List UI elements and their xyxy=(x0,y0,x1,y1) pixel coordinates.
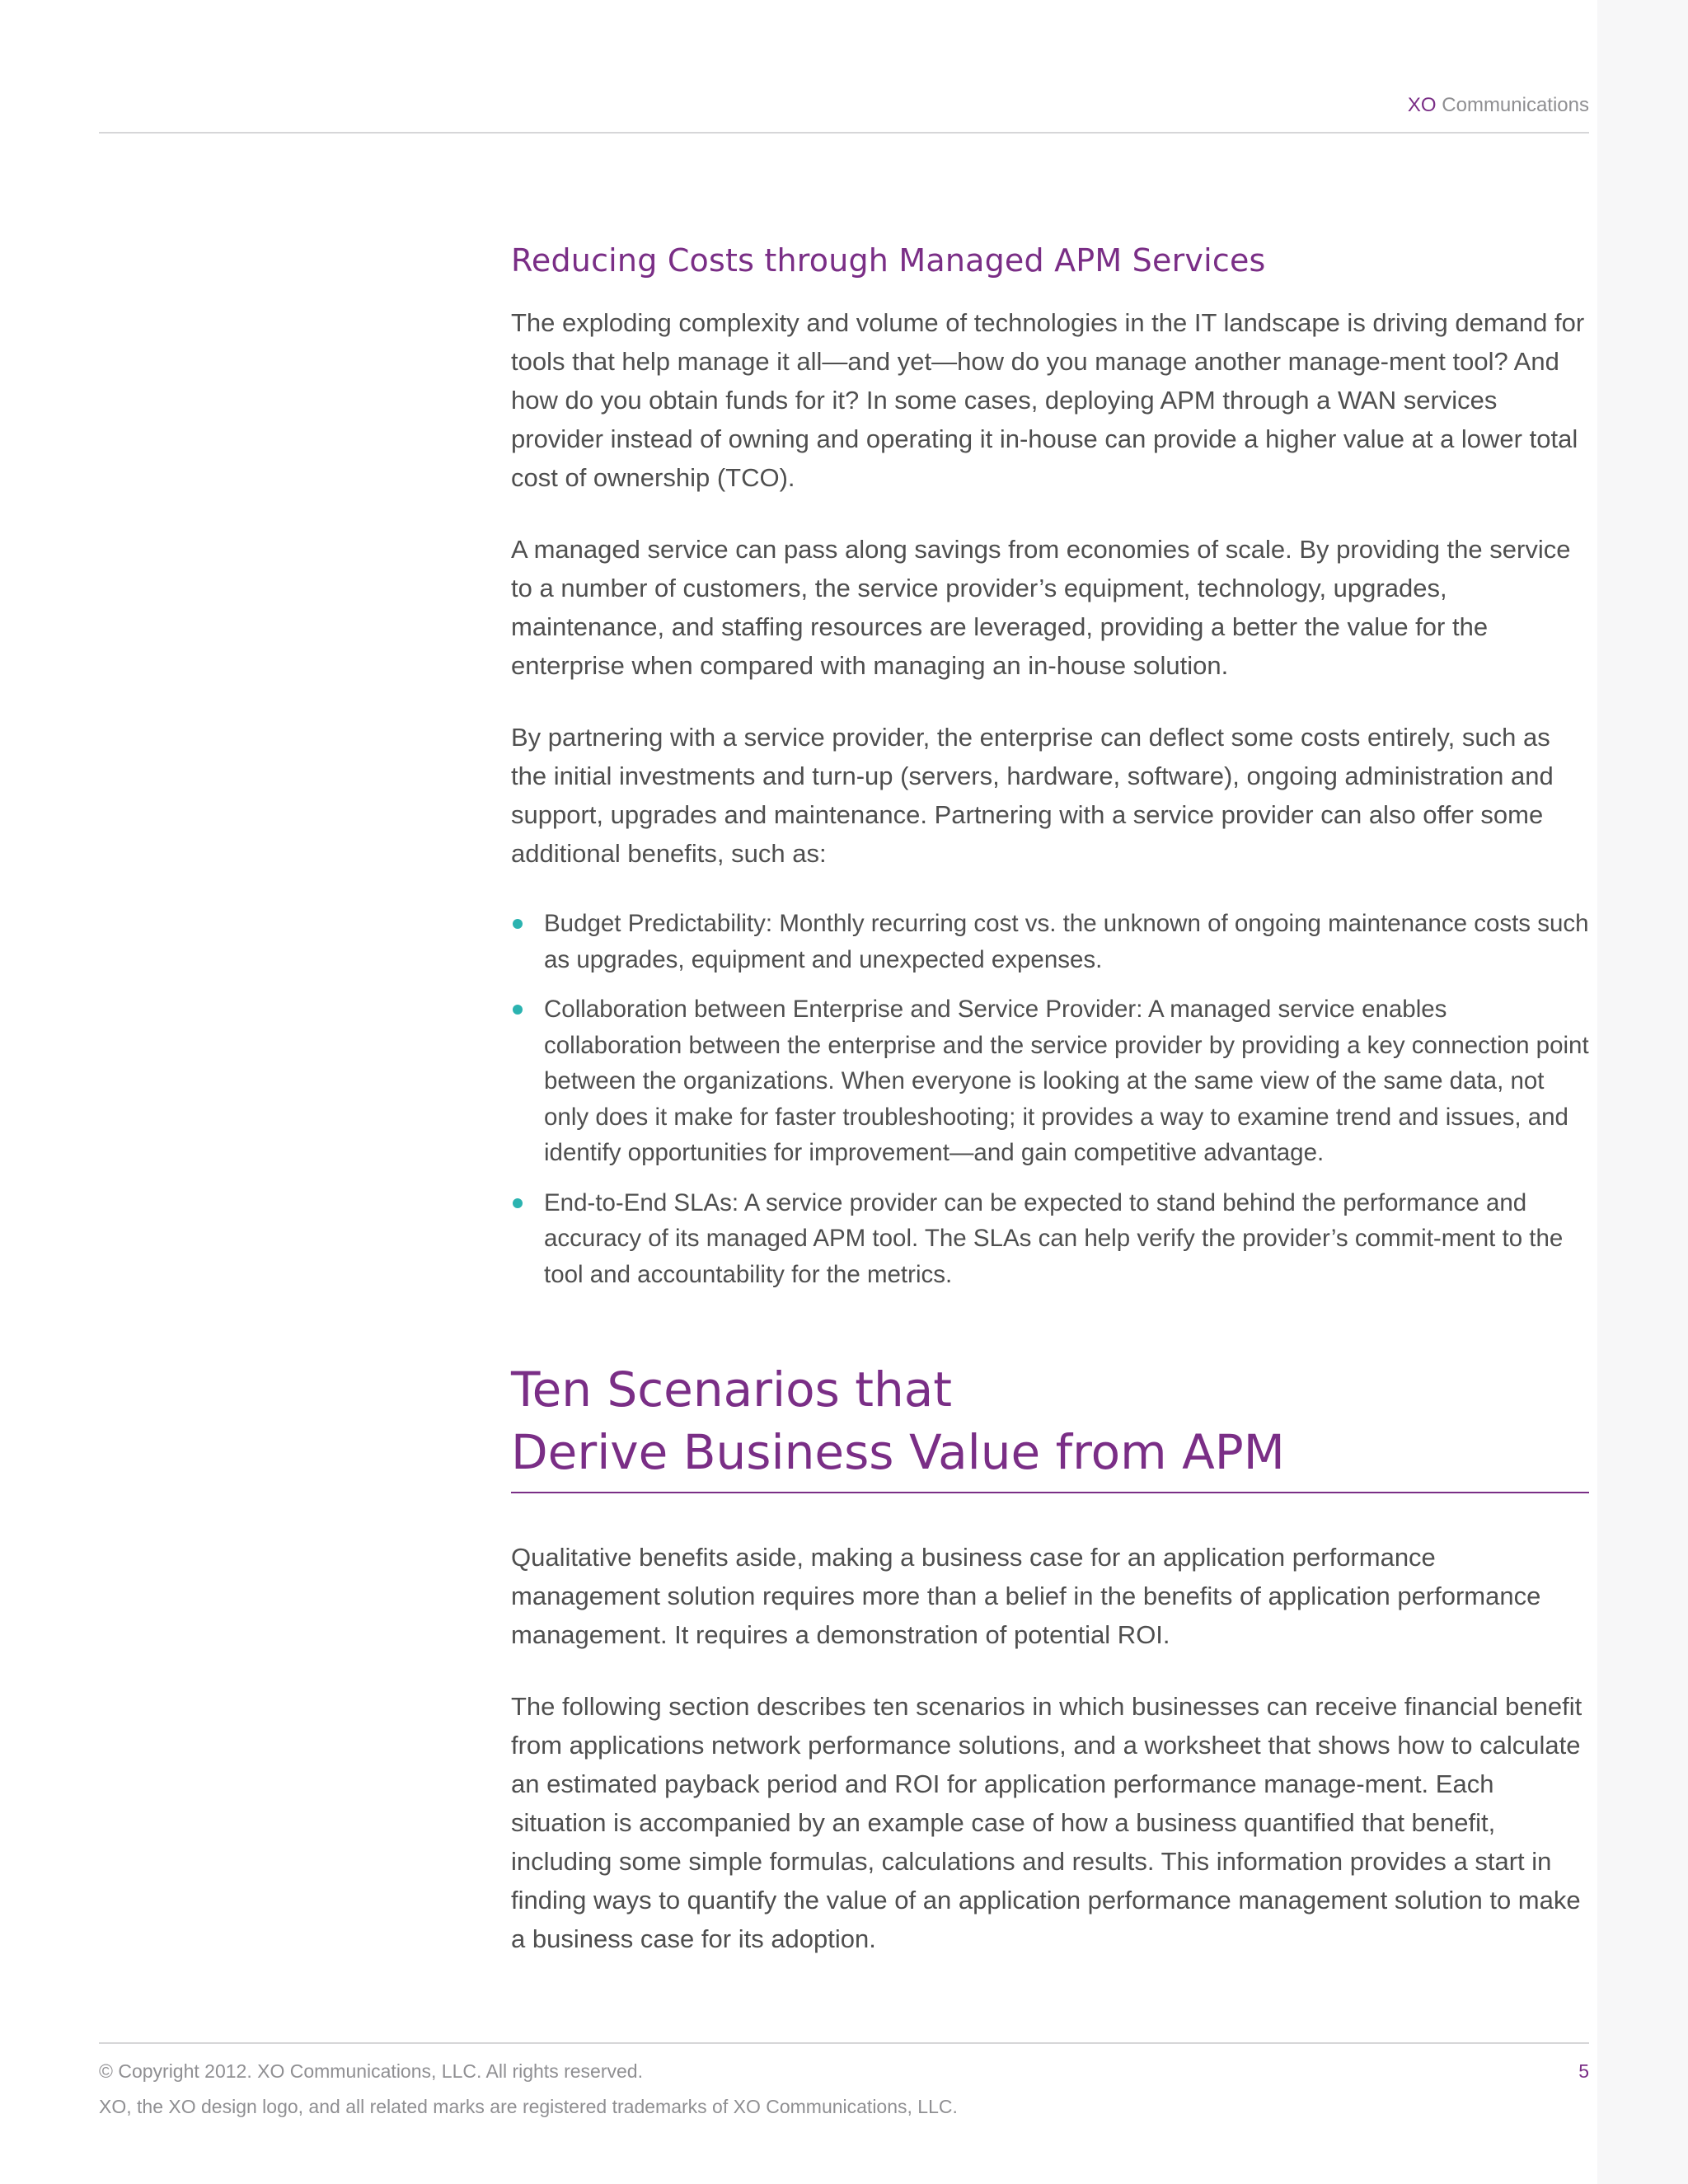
list-item-text: End-to-End SLAs: A service provider can be expected to stand behind the performance and accuracy of its managed APM tool. The SLAs can help verify the provider’s commit-ment to the tool and accountability for the metrics. xyxy=(544,1188,1564,1288)
paragraph: A managed service can pass along savings from economies of scale. By providing the service to a number of customers, the service provider’s equipment, technology, upgrades, maintenance, and staffing resources are leveraged, providing a better the value for the enterprise when compared with managing an in-house solution. xyxy=(511,535,1571,680)
brand-xo: XO xyxy=(1407,94,1437,116)
brand-name: Communications xyxy=(1442,94,1589,116)
main-content xyxy=(511,239,1589,1991)
bullet-icon xyxy=(513,1005,523,1015)
bullet-icon xyxy=(513,919,523,929)
list-item xyxy=(511,906,1589,977)
chapter-title-line: Ten Scenarios that xyxy=(511,1361,953,1418)
section-heading: Reducing Costs through Managed APM Services xyxy=(511,242,1266,279)
page-edge-shade xyxy=(1597,0,1688,2184)
page-header xyxy=(99,92,1589,134)
paragraph: By partnering with a service provider, the enterprise can deflect some costs entirely, such as the initial investments and turn-up (servers, hardware, software), ongoing administration and support, upgrades and maintenance. Partnering with a service provider can also offer some additional benefits, such as: xyxy=(511,723,1554,868)
chapter-title xyxy=(511,1358,1589,1493)
paragraph: Qualitative benefits aside, making a business case for an application performance management solution requires more than a belief in the benefits of application performance management. It requires a demonstration of potential ROI. xyxy=(511,1543,1541,1649)
copyright-notice: © Copyright 2012. XO Communications, LLC. All rights reserved. xyxy=(99,2060,643,2082)
paragraph: The exploding complexity and volume of technologies in the IT landscape is driving demand for tools that help manage it all—and yet—how do you manage another manage-ment tool? And how do you obtain funds for it? In some cases, deploying APM through a WAN services provider instead of owning and operating it in-house can provide a higher value at a lower total cost of ownership (TCO). xyxy=(511,308,1585,492)
list-item xyxy=(511,991,1589,1171)
list-item xyxy=(511,1185,1589,1293)
header-brand xyxy=(1408,92,1589,119)
page-number: 5 xyxy=(1578,2060,1589,2082)
chapter-title-line: Derive Business Value from APM xyxy=(511,1424,1285,1480)
list-item-text: Collaboration between Enterprise and Service Provider: A managed service enables collaboration between the enterprise and the service provider by providing a key connection point between the organizations. When everyone is looking at the same view of the same data, not only does it make for faster troubleshooting; it provides a way to examine trend and issues, and identify opportunities for improvement—and gain competitive advantage. xyxy=(544,996,1589,1166)
paragraph: The following section describes ten scenarios in which businesses can receive financial benefit from applications network performance solutions, and a worksheet that shows how to calculate an estimated payback period and ROI for application performance manage-ment. Each situation is accompanied by an example case of how a business quantified that benefit, including some simple formulas, calculations and results. This information provides a start in finding ways to quantify the value of an application performance management solution to make a business case for its adoption. xyxy=(511,1692,1582,1953)
page-footer xyxy=(99,2042,1589,2117)
bullet-icon xyxy=(513,1198,523,1208)
benefits-list xyxy=(511,906,1589,1292)
trademark-notice: XO, the XO design logo, and all related marks are registered trademarks of XO Communications, LLC. xyxy=(99,2096,958,2117)
list-item-text: Budget Predictability: Monthly recurring cost vs. the unknown of ongoing maintenance costs such as upgrades, equipment and unexpected expenses. xyxy=(544,910,1589,973)
